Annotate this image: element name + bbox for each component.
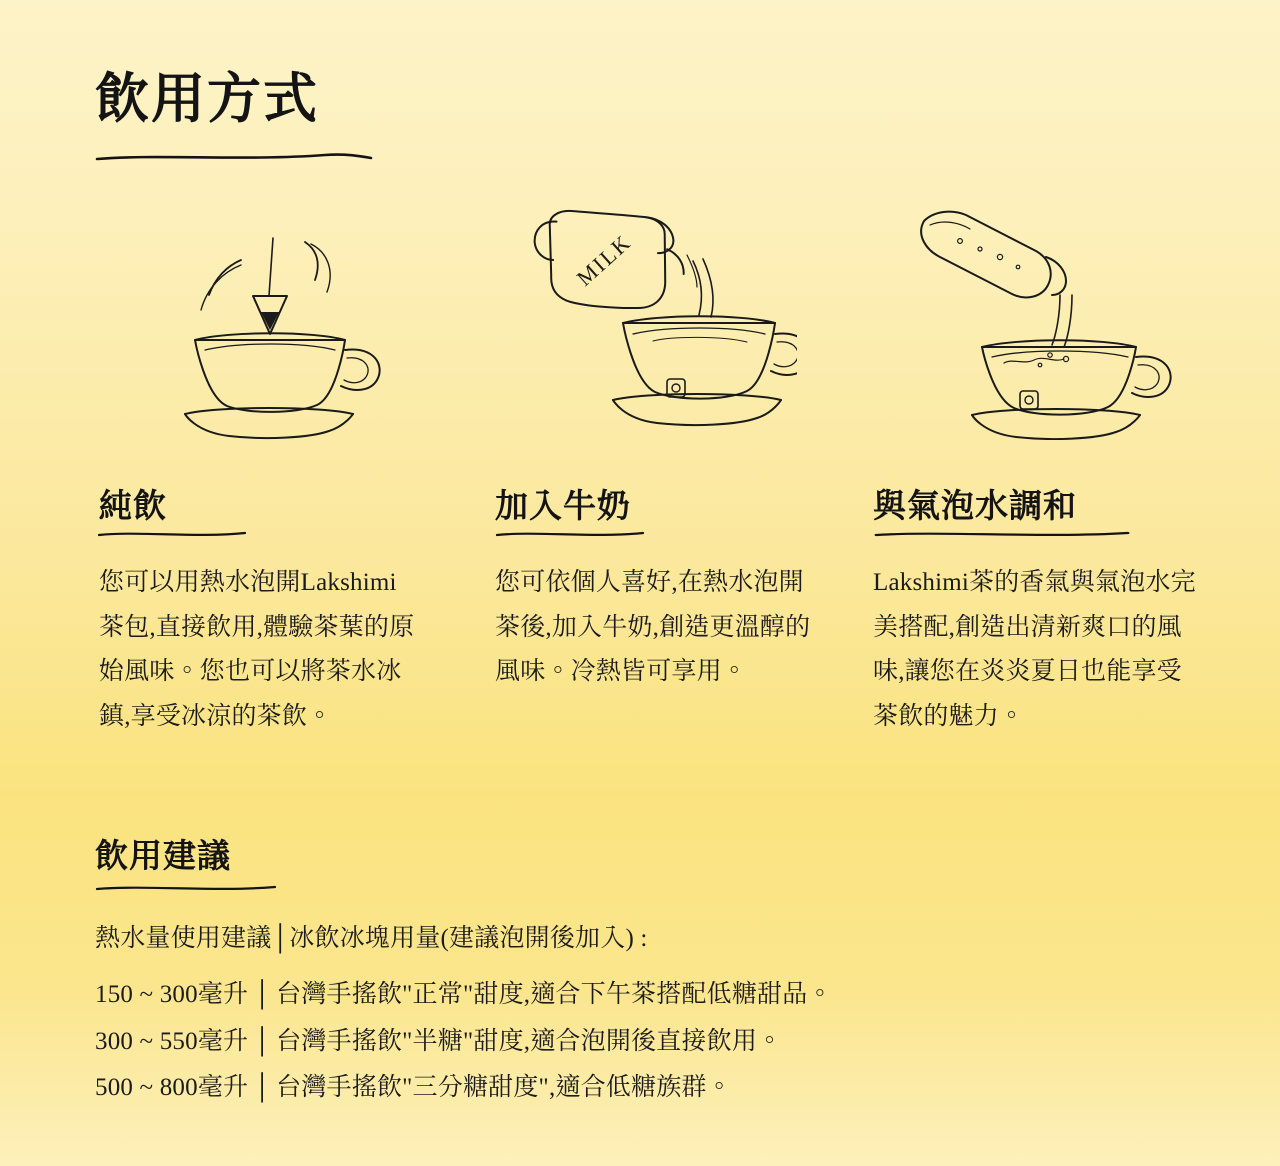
svg-text:MILK: MILK — [571, 229, 637, 291]
list-item — [95, 972, 1095, 1019]
suggestion-separator: │ — [253, 981, 272, 1008]
method-description: Lakshimi茶的香氣與氣泡水完美搭配,創造出清新爽口的風味,讓您在炎炎夏日也能享受茶飲的魅力。 — [873, 569, 1196, 730]
suggestion-note: 台灣手搖飲"半糖"甜度,適合泡開後直接飲用。 — [276, 1027, 783, 1055]
content-container — [95, 0, 1230, 1166]
suggestion-heading: 熱水量使用建議│冰飲冰塊用量(建議泡開後加入) : — [95, 925, 648, 952]
suggestion-amount: 500 ~ 800毫升 — [95, 1074, 249, 1101]
method-title-underline — [873, 530, 1131, 538]
method-card-plain — [95, 190, 473, 739]
method-card-milk — [473, 190, 851, 739]
suggestion-note: 台灣手搖飲"正常"甜度,適合下午茶搭配低糖甜品。 — [276, 981, 833, 1008]
teacup-with-teabag-icon — [95, 190, 473, 444]
methods-row — [95, 190, 1230, 739]
title-underline — [95, 152, 373, 162]
milk-jug-pouring-into-teacup-icon — [473, 190, 851, 444]
suggestion-title: 飲用建議 — [95, 837, 231, 874]
page-title: 飲用方式 — [95, 69, 319, 129]
suggestion-separator: │ — [253, 1027, 272, 1055]
method-title: 加入牛奶 — [495, 487, 631, 524]
suggestion-amount: 300 ~ 550毫升 — [95, 1027, 249, 1055]
sparkling-water-bottle-pouring-into-teacup-icon — [851, 190, 1229, 444]
method-description: 您可以用熱水泡開Lakshimi茶包,直接飲用,體驗茶葉的原始風味。您也可以將茶水冰鎮,享受冰涼的茶飲。 — [99, 569, 415, 730]
method-description: 您可依個人喜好,在熱水泡開茶後,加入牛奶,創造更溫醇的風味。冷熱皆可享用。 — [495, 569, 811, 686]
method-title: 純飲 — [99, 487, 167, 524]
suggestion-list — [95, 972, 1095, 1112]
method-card-sparkling — [851, 190, 1229, 739]
method-title-underline — [97, 530, 247, 538]
method-title-underline — [495, 530, 645, 538]
method-title: 與氣泡水調和 — [873, 487, 1077, 524]
list-item — [95, 1065, 1095, 1112]
suggestion-note: 台灣手搖飲"三分糖甜度",適合低糖族群。 — [276, 1074, 732, 1101]
suggestion-separator: │ — [253, 1074, 272, 1101]
list-item — [95, 1019, 1095, 1066]
suggestion-title-underline — [95, 884, 277, 892]
suggestion-amount: 150 ~ 300毫升 — [95, 981, 249, 1008]
